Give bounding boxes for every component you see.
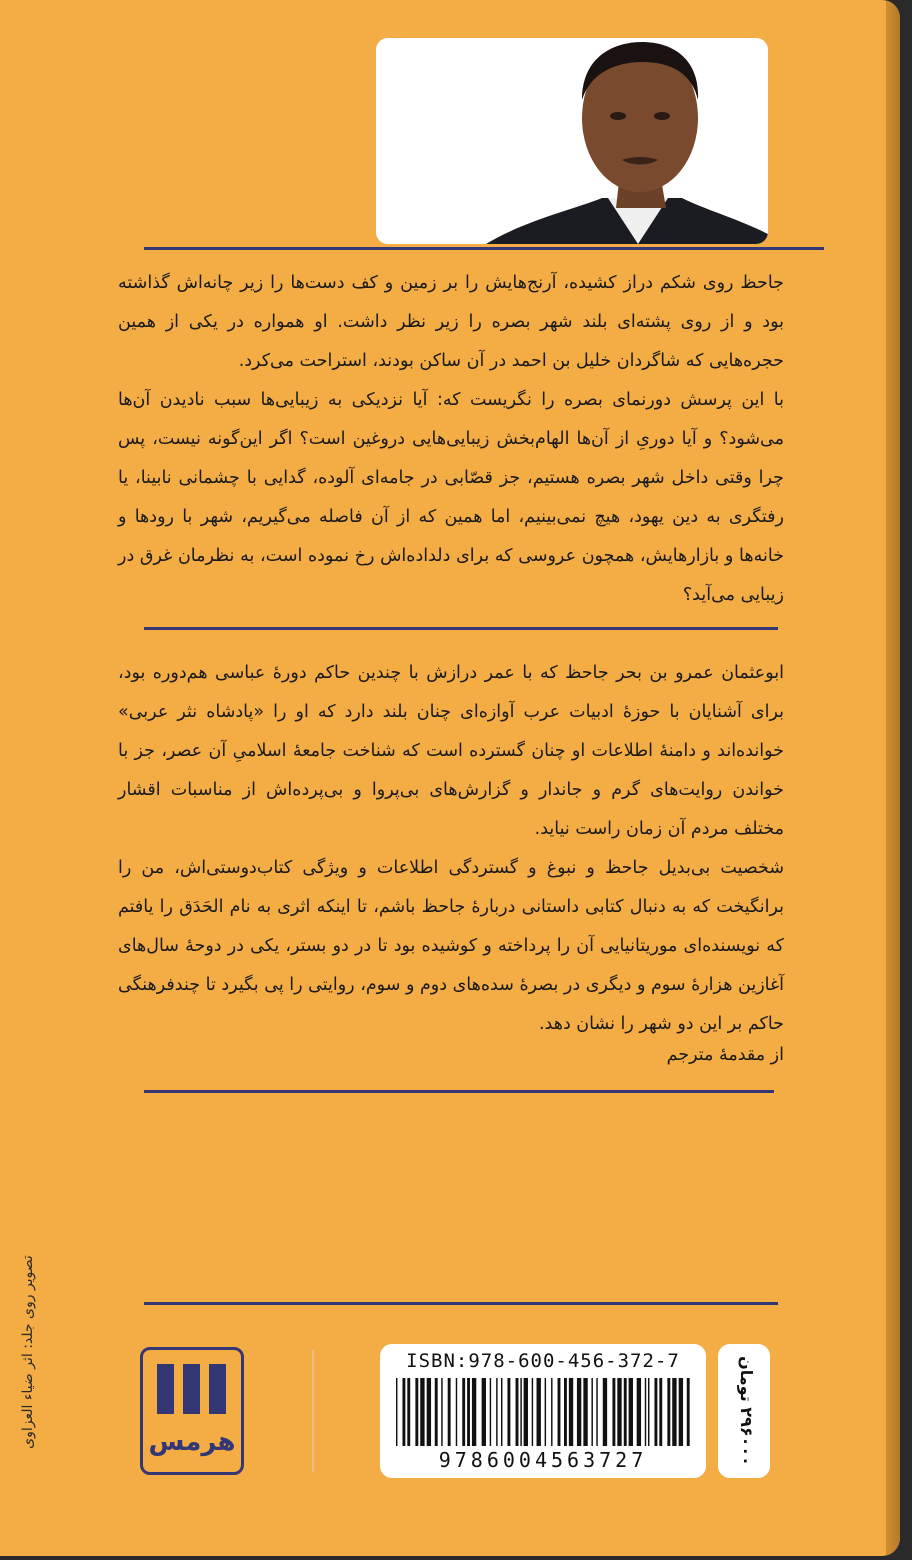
blurb-paragraph-1: جاحظ روی شکم دراز کشیده، آرنج‌هایش را بر زمین و کف دست‌ها را زیر چانه‌اش گذاشته بود و از روی پشته‌ای بلند شهر بصره را زیر نظر داشت. او همواره در یکی از همین حجره‌هایی که شاگردان خلیل بن احمد در آن ساکن بودند، استراحت می‌کرد. [118, 273, 784, 371]
author-photo [376, 38, 768, 244]
cover-edge [886, 0, 900, 1556]
blurb-paragraph-2: با این پرسش دورنمای بصره را نگریست که: آیا نزدیکی به زیبایی‌ها سبب نادیدن آن‌ها می‌شود؟ و آیا دوریِ از آن‌ها الهام‌بخش زیبایی‌هایی دروغین است؟ اگر این‌گونه نیست، پس چرا وقتی داخل شهر بصره هستیم، جز قصّابی در جامه‌ای آلوده، گدایی با چشمانی نابینا، یا رفتگری به دین یهود، هیچ نمی‌بینیم، اما همین که از آن فاصله می‌گیریم، شهر با رودها و خانه‌ها و بازارهایش، همچون عروسی که برای دلداده‌اش رخ نموده است، به نظرمان غرق در زیبایی می‌آید؟ [118, 390, 784, 605]
publisher-name: هرمس [148, 1427, 236, 1457]
divider-top [144, 247, 824, 250]
barcode-panel [380, 1344, 706, 1478]
publisher-logo-icon [157, 1364, 227, 1414]
author-portrait-image [376, 38, 768, 244]
divider-bottom [144, 1302, 778, 1305]
intro-signature: از مقدمهٔ مترجم [666, 1045, 784, 1065]
blurb-text [118, 264, 784, 615]
divider-middle [144, 627, 778, 630]
barcode-icon [396, 1378, 690, 1446]
bottom-separator [312, 1350, 314, 1472]
isbn-label: ISBN:978-600-456-372-7 [406, 1350, 680, 1372]
publisher-logo [140, 1347, 244, 1475]
price-label: ۲۹۶۰۰۰ تومان [737, 1356, 756, 1466]
translator-intro-text [118, 654, 784, 1044]
cover-art-credit: تصویر روی جلد: اثر ضیاء العزاوی [20, 1255, 36, 1449]
barcode-digits: 9786004563727 [438, 1448, 648, 1472]
price-panel [718, 1344, 770, 1478]
divider-lower [144, 1090, 774, 1093]
intro-paragraph-2: شخصیت بی‌بدیل جاحظ و نبوغ و گستردگی اطلاعات و ویژگی کتاب‌دوستی‌اش، من را برانگیخت که به دنبال کتابی داستانی دربارهٔ جاحظ باشم، تا اینکه اثری به نام الحَدَق را یافتم که نویسنده‌ای موریتانیایی آن را پرداخته و کوشیده بود تا در دو بستر، یکی در دوحهٔ سال‌های آغازین هزارهٔ سوم و دیگری در بصرهٔ سده‌های دوم و سوم، روایتی را پی بگیرد تا چندفرهنگی حاکم بر این دو شهر را نشان دهد. [118, 858, 784, 1034]
intro-paragraph-1: ابوعثمان عمرو بن بحر جاحظ که با عمر درازش با چندین حاکم دورهٔ عباسی هم‌دوره بود، برای آشنایان با حوزهٔ ادبیات عرب آوازه‌ای چنان بلند دارد که او را «پادشاه نثر عربی» خوانده‌اند و دامنهٔ اطلاعات او چنان گسترده است که شناخت جامعهٔ اسلامیِ آن عصر، جز با خواندن روایت‌های گرم و جاندار و گزارش‌های بی‌پروا و بی‌پرده‌اش از مناسبات اقشار مختلف مردم آن زمان راست نیاید. [118, 663, 784, 839]
